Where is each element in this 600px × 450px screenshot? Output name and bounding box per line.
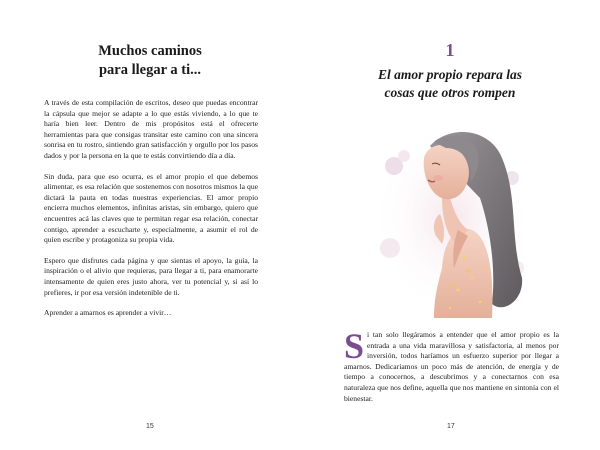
paragraph: Espero que disfrutes cada página y que sientas el apoyo, la guía, la inspiración o el alivio que requieras, para llegar a ti, para enamorarte intensamente de quien eres justo ahora, ver tu potencial y, si así lo prefieres, ir por esa versión indetenible de ti. bbox=[44, 255, 258, 297]
chapter-title-line-1: El amor propio repara las bbox=[377, 67, 523, 82]
chapter-title bbox=[300, 66, 600, 102]
chapter-title-line-2: cosas que otros rompen bbox=[384, 85, 516, 100]
left-page-title bbox=[0, 42, 300, 80]
left-title-line-1: Muchos caminos bbox=[98, 43, 202, 59]
page-number-right: 17 bbox=[447, 423, 455, 430]
paragraph: i tan solo llegáramos a entender que el amor propio es la entrada a una vida maravillosa y satisfactoria, al menos por inversión, todos haríamos un esfuerzo superior por llegar a amarnos. Dedicaríamos un poco más de atención, de energía y de tiempo a conocernos, a descubrimos y a conectarnos con esa naturaleza que nos define, aquella que nos mantiene en sintonía con el bienestar. bbox=[344, 330, 559, 403]
paragraph: Sin duda, para que eso ocurra, es el amor propio el que debemos alimentar, es esa relación que sostenemos con nosotros mismos la que dictará la pauta en todas nuestras experiencias. El amor propio encierra muchos elementos, infinitas aristas, sin embargo, quiero que encuentres acá las claves que te permitan regar esa relación, conectar contigo, aprender a escucharte y, especialmente, a asumir el rol de quien escribe y protagoniza su propia vida. bbox=[44, 171, 258, 245]
paragraph: A través de esta compilación de escritos, deseo que puedas encontrar la cápsula que mejor se adapte a lo que estás viviendo, a lo que te haría bien leer. Dentro de mis propósitos está el ofrecerte herramientas para que consigas transitar este camino con una sincera sonrisa en tu rostro, sintiendo gran satisfacción y orgullo por los pasos dados y por la persona en la que te estás convirtiendo día a día. bbox=[44, 98, 258, 160]
left-page-body bbox=[44, 98, 258, 329]
paragraph: Aprender a amarnos es aprender a vivir… bbox=[44, 308, 172, 318]
page-number-left: 15 bbox=[146, 423, 154, 430]
woman-illustration bbox=[372, 118, 532, 318]
right-page bbox=[300, 0, 600, 450]
chapter-number: 1 bbox=[445, 40, 455, 60]
drop-cap: S bbox=[344, 326, 365, 366]
left-title-line-2: para llegar a ti... bbox=[98, 62, 202, 78]
right-page-body bbox=[344, 326, 559, 404]
